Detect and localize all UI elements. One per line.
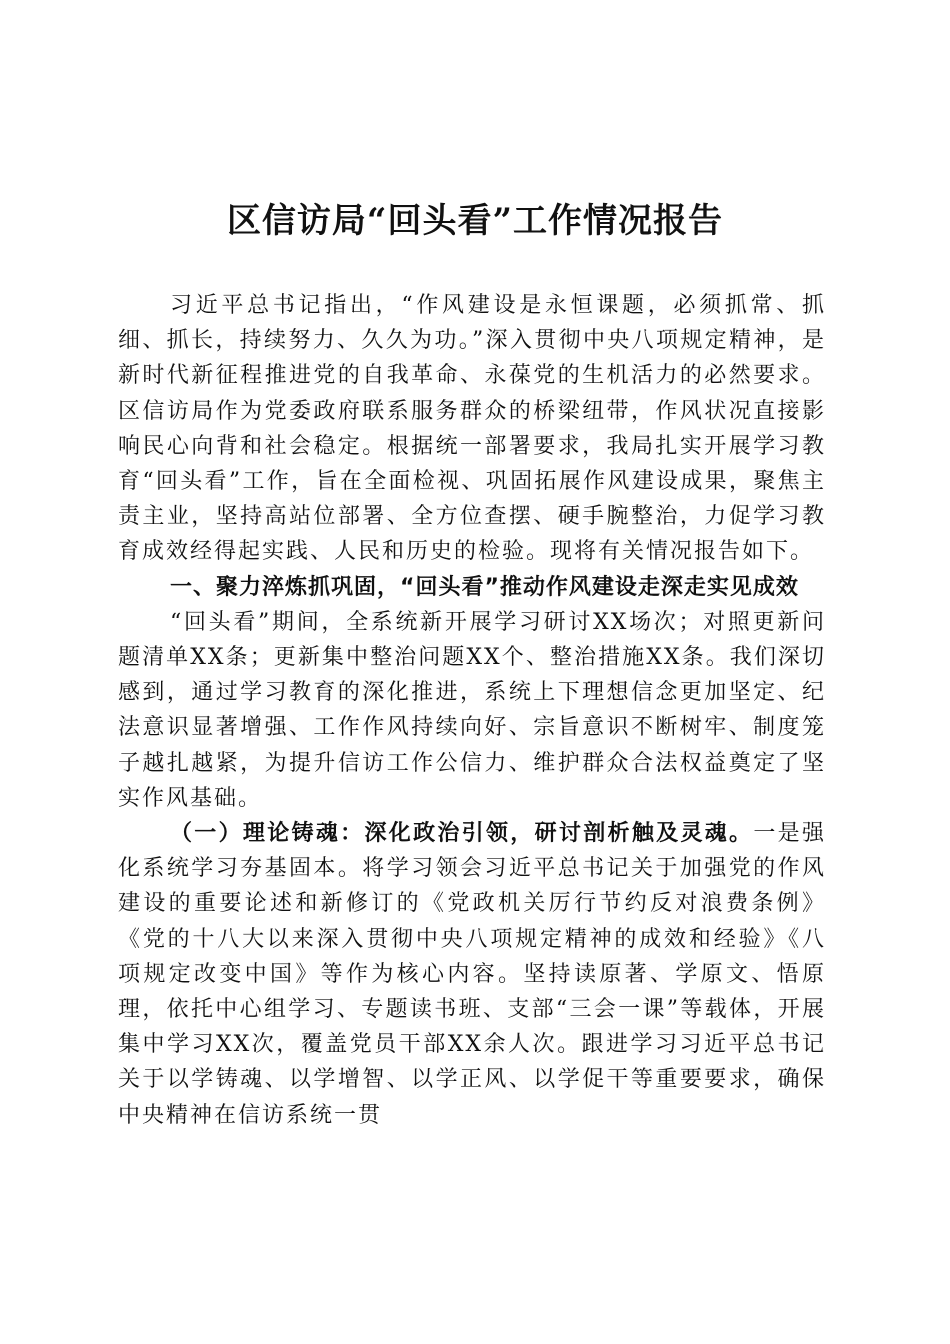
subsection-1-text: 一是强化系统学习夯基固本。将学习领会习近平总书记关于加强党的作风建设的重要论述和新修订的《党政机关厉行节约反对浪费条例》《党的十八大以来深入贯彻中央八项规定精神的成效和经验》《八项规定改变中国》等作为核心内容。坚持读原著、学原文、悟原理，依托中心组学习、专题读书班、支部“三会一课”等载体，开展集中学习XX次，覆盖党员干部XX余人次。跟进学习习近平总书记关于以学铸魂、以学增智、以学正风、以学促干等重要要求，确保中央精神在信访系统一贯: [118, 821, 826, 1128]
document-title: 区信访局“回头看”工作情况报告: [226, 201, 724, 241]
section-1-paragraph: “回头看”期间，全系统新开展学习研讨XX场次；对照更新问题清单XX条；更新集中整治问题XX个、整治措施XX条。我们深切感到，通过学习教育的深化推进，系统上下理想信念更加坚定、纪法意识显著增强、工作作风持续向好、宗旨意识不断树牢、制度笼子越扎越紧，为提升信访工作公信力、维护群众合法权益奠定了坚实作风基础。: [118, 609, 826, 811]
document-body: [118, 288, 826, 1133]
section-heading-1: 一、聚力淬炼抓巩固，“回头看”推动作风建设走深走实见成效: [170, 574, 799, 600]
subsection-1-paragraph: [118, 816, 826, 1133]
subsection-1-lead: （一）理论铸魂：深化政治引领，研讨剖析触及灵魂。: [170, 820, 754, 847]
intro-paragraph: 习近平总书记指出，“作风建设是永恒课题，必须抓常、抓细、抓长，持续努力、久久为功。”深入贯彻中央八项规定精神，是新时代新征程推进党的自我革命、永葆党的生机活力的必然要求。区信访局作为党委政府联系服务群众的桥梁纽带，作风状况直接影响民心向背和社会稳定。根据统一部署要求，我局扎实开展学习教育“回头看”工作，旨在全面检视、巩固拓展作风建设成果，聚焦主责主业，坚持高站位部署、全方位查摆、硬手腕整治，力促学习教育成效经得起实践、人民和历史的检验。现将有关情况报告如下。: [118, 293, 826, 565]
